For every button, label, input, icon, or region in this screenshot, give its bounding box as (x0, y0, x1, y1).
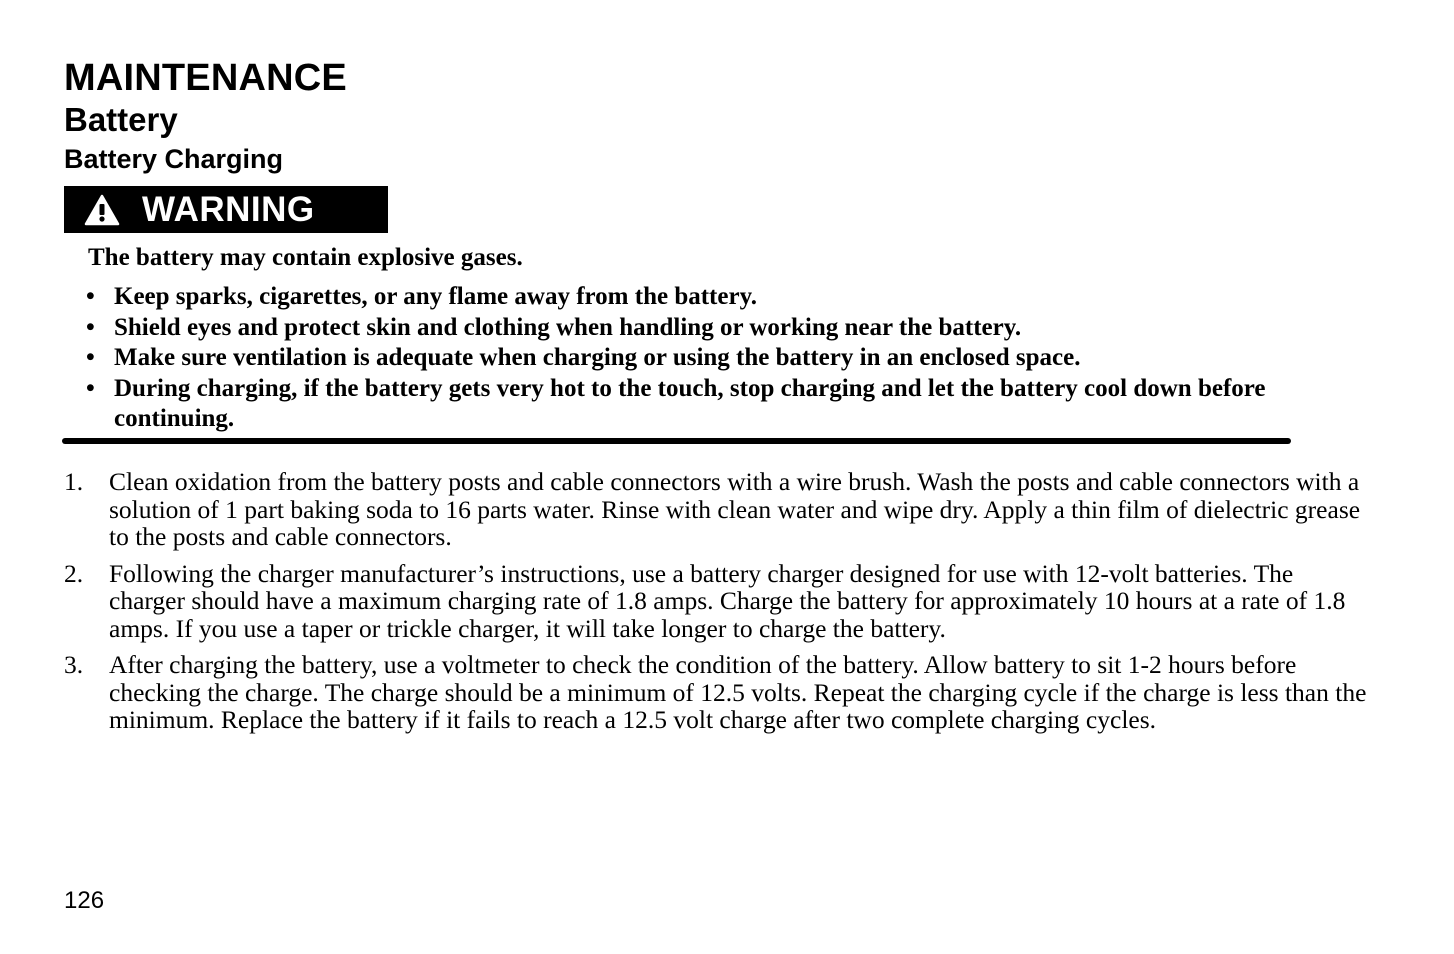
warning-label: WARNING (142, 190, 315, 229)
warning-bullet-item (86, 313, 1286, 344)
step-text: Clean oxidation from the battery posts and cable connectors with a wire brush. Wash the posts and cable connectors with a solution of 1 part baking soda to 16 parts water. Rinse with clean water and wipe dry. Apply a thin film of dielectric grease to the posts and cable connectors. (109, 467, 1361, 551)
warning-bullet-text: During charging, if the battery gets very hot to the touch, stop charging and let the battery cool down before continuing. (114, 374, 1266, 432)
page-number: 126 (64, 887, 105, 914)
warning-intro: The battery may contain explosive gases. (88, 244, 523, 271)
warning-bullet-list (86, 282, 1286, 435)
procedure-step (64, 651, 1374, 734)
procedure-step (64, 468, 1374, 551)
warning-triangle-icon (84, 194, 120, 226)
bullet-marker: • (86, 283, 95, 310)
warning-bullet-text: Make sure ventilation is adequate when charging or using the battery in an enclosed space. (114, 344, 1081, 371)
procedure-step (64, 560, 1374, 643)
step-number: 3. (64, 650, 84, 679)
warning-header (64, 186, 388, 233)
bullet-marker: • (86, 344, 95, 371)
step-text: After charging the battery, use a voltmeter to check the condition of the battery. Allow battery to sit 1-2 hours before checking the charge. The charge should be a minimum of 12.5 volts. Repeat the charging cycle if the charge is less than the minimum. Replace the battery if it fails to reach a 12.5 volt charge after two complete charging cycles. (109, 650, 1367, 734)
warning-bullet-item (86, 282, 1286, 313)
warning-bullet-item (86, 374, 1286, 435)
warning-divider (62, 438, 1291, 444)
bullet-marker: • (86, 374, 95, 402)
warning-bullet-text: Keep sparks, cigarettes, or any flame away from the battery. (114, 283, 757, 310)
procedure-steps (64, 468, 1374, 743)
warning-bullet-item (86, 343, 1286, 374)
topic-title: Battery Charging (64, 144, 284, 174)
warning-bullet-text: Shield eyes and protect skin and clothing when handling or working near the battery. (114, 313, 1022, 341)
step-number: 1. (64, 467, 84, 496)
step-text: Following the charger manufacturer’s instructions, use a battery charger designed for use with 12-volt batteries. The charger should have a maximum charging rate of 1.8 amps. Charge the battery for approximately 10 hours at a rate of 1.8 amps. If you use a taper or trickle charger, it will take longer to charge the battery. (109, 558, 1346, 643)
section-title: MAINTENANCE (64, 57, 347, 99)
step-number: 2. (64, 558, 84, 588)
subsection-title: Battery (64, 101, 178, 138)
bullet-marker: • (86, 313, 95, 341)
